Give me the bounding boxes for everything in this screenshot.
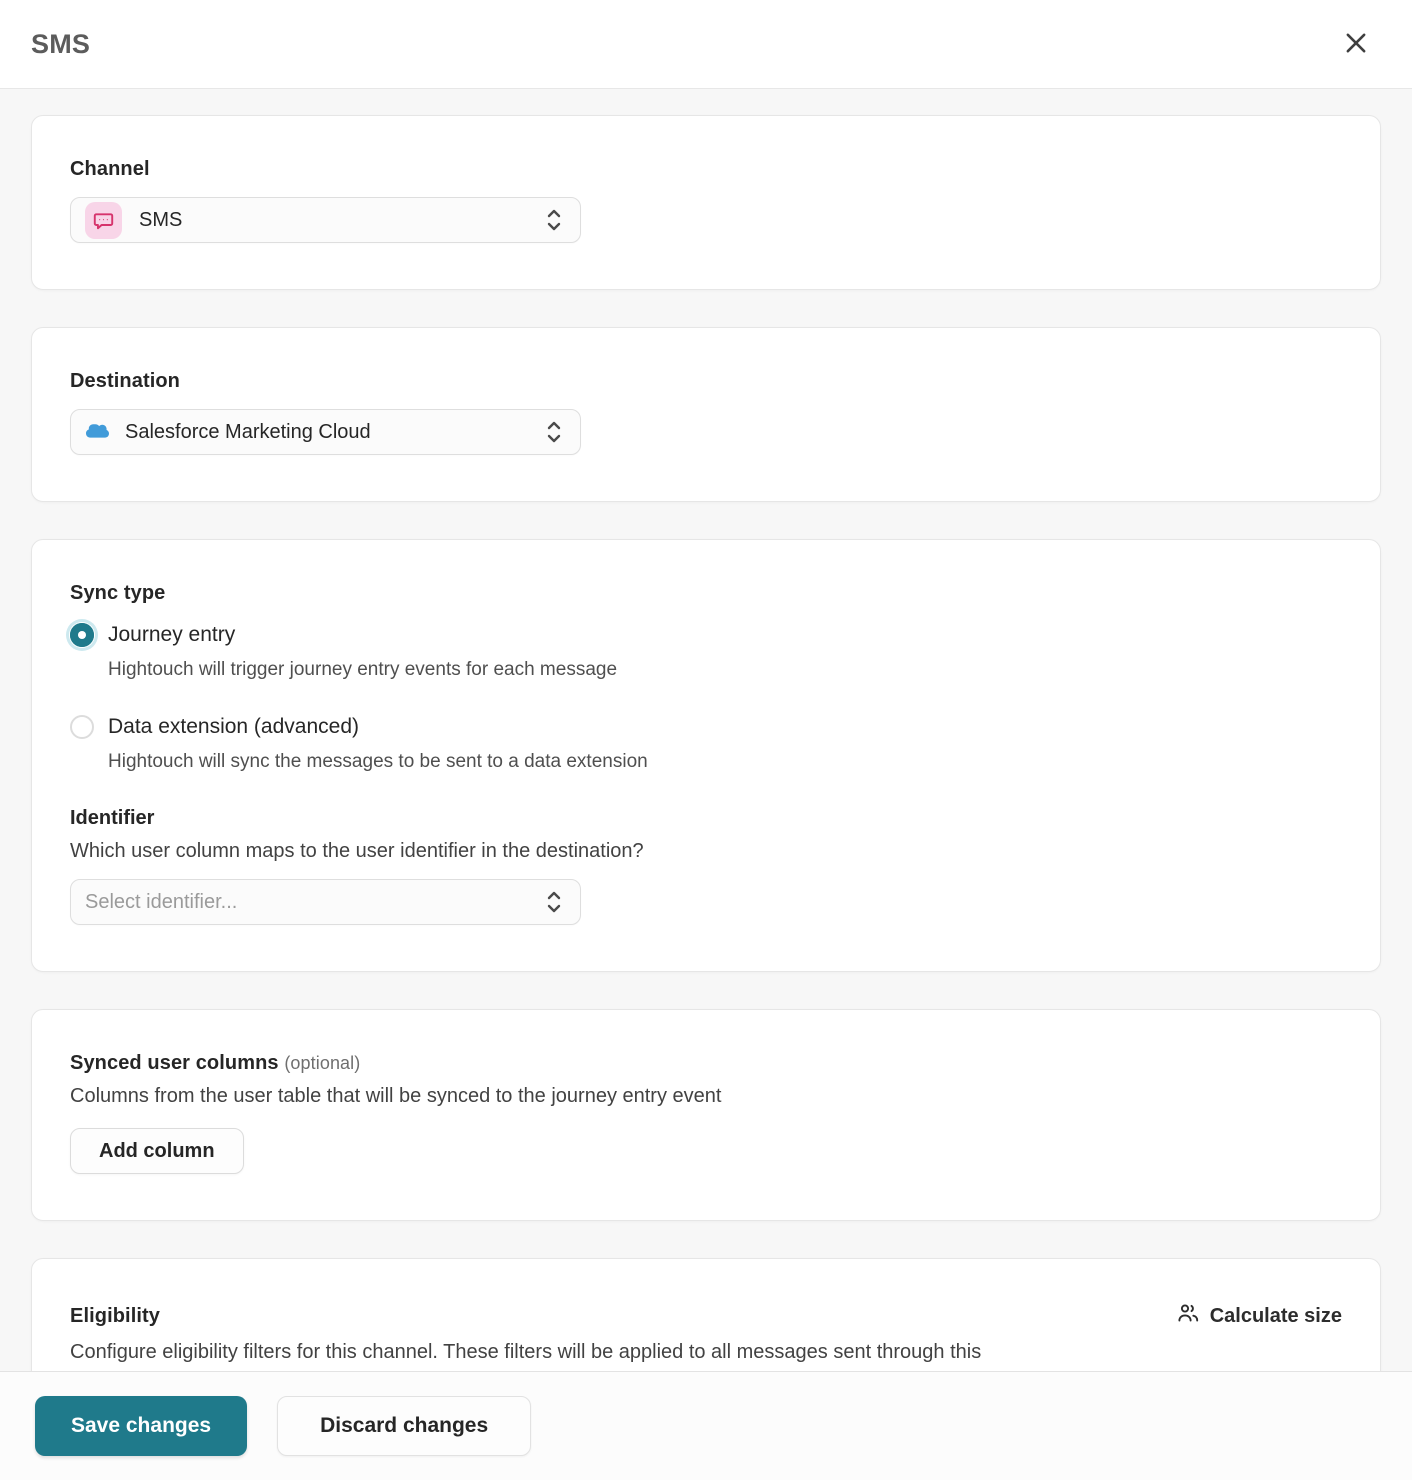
channel-card bbox=[31, 115, 1381, 290]
optional-tag: (optional) bbox=[284, 1053, 361, 1073]
sync-type-card bbox=[31, 539, 1381, 972]
synced-user-columns-description: Columns from the user table that will be synced to the journey entry event bbox=[70, 1085, 722, 1107]
identifier-question: Which user column maps to the user identifier in the destination? bbox=[70, 840, 644, 862]
channel-select[interactable] bbox=[70, 197, 581, 243]
calculate-size-label: Calculate size bbox=[1209, 1304, 1342, 1327]
identifier-select[interactable] bbox=[70, 879, 581, 925]
save-changes-button[interactable]: Save changes bbox=[35, 1396, 247, 1456]
radio-journey-entry-label: Journey entry bbox=[108, 623, 236, 646]
radio-journey-entry[interactable] bbox=[70, 623, 1342, 647]
sync-type-label: Sync type bbox=[70, 582, 166, 604]
identifier-label: Identifier bbox=[70, 807, 155, 829]
radio-selected-icon bbox=[70, 623, 94, 647]
modal-footer bbox=[0, 1371, 1412, 1480]
destination-card bbox=[31, 327, 1381, 502]
radio-data-extension-description: Hightouch will sync the messages to be sent to a data extension bbox=[108, 751, 648, 772]
discard-changes-button[interactable]: Discard changes bbox=[277, 1396, 531, 1456]
close-button[interactable] bbox=[1336, 24, 1376, 64]
synced-user-columns-card bbox=[31, 1009, 1381, 1221]
close-icon bbox=[1342, 29, 1370, 60]
destination-label: Destination bbox=[70, 370, 180, 392]
synced-user-columns-title: Synced user columns bbox=[70, 1052, 279, 1074]
chevron-up-down-icon bbox=[542, 205, 566, 235]
chevron-up-down-icon bbox=[542, 887, 566, 917]
channel-select-value: SMS bbox=[139, 208, 183, 231]
modal-body bbox=[0, 89, 1412, 1480]
destination-select-value: Salesforce Marketing Cloud bbox=[125, 420, 371, 443]
salesforce-cloud-icon bbox=[85, 422, 111, 442]
page-title: SMS bbox=[31, 28, 91, 59]
sms-channel-icon bbox=[85, 202, 122, 239]
radio-data-extension-label: Data extension (advanced) bbox=[108, 715, 359, 738]
eligibility-label: Eligibility bbox=[70, 1304, 160, 1327]
radio-unselected-icon bbox=[70, 715, 94, 739]
modal-header bbox=[0, 0, 1412, 89]
radio-journey-entry-description: Hightouch will trigger journey entry events for each message bbox=[108, 659, 618, 680]
synced-user-columns-label bbox=[70, 1052, 1342, 1075]
channel-label: Channel bbox=[70, 158, 150, 180]
eligibility-description: Configure eligibility filters for this channel. These filters will be applied to all messages sent through this bbox=[70, 1341, 982, 1363]
destination-select[interactable] bbox=[70, 409, 581, 455]
users-icon bbox=[1175, 1301, 1201, 1331]
calculate-size-button[interactable] bbox=[1175, 1301, 1342, 1331]
identifier-select-placeholder: Select identifier... bbox=[85, 890, 238, 913]
add-column-button[interactable]: Add column bbox=[70, 1128, 244, 1174]
radio-data-extension[interactable] bbox=[70, 715, 1342, 739]
chevron-up-down-icon bbox=[542, 417, 566, 447]
